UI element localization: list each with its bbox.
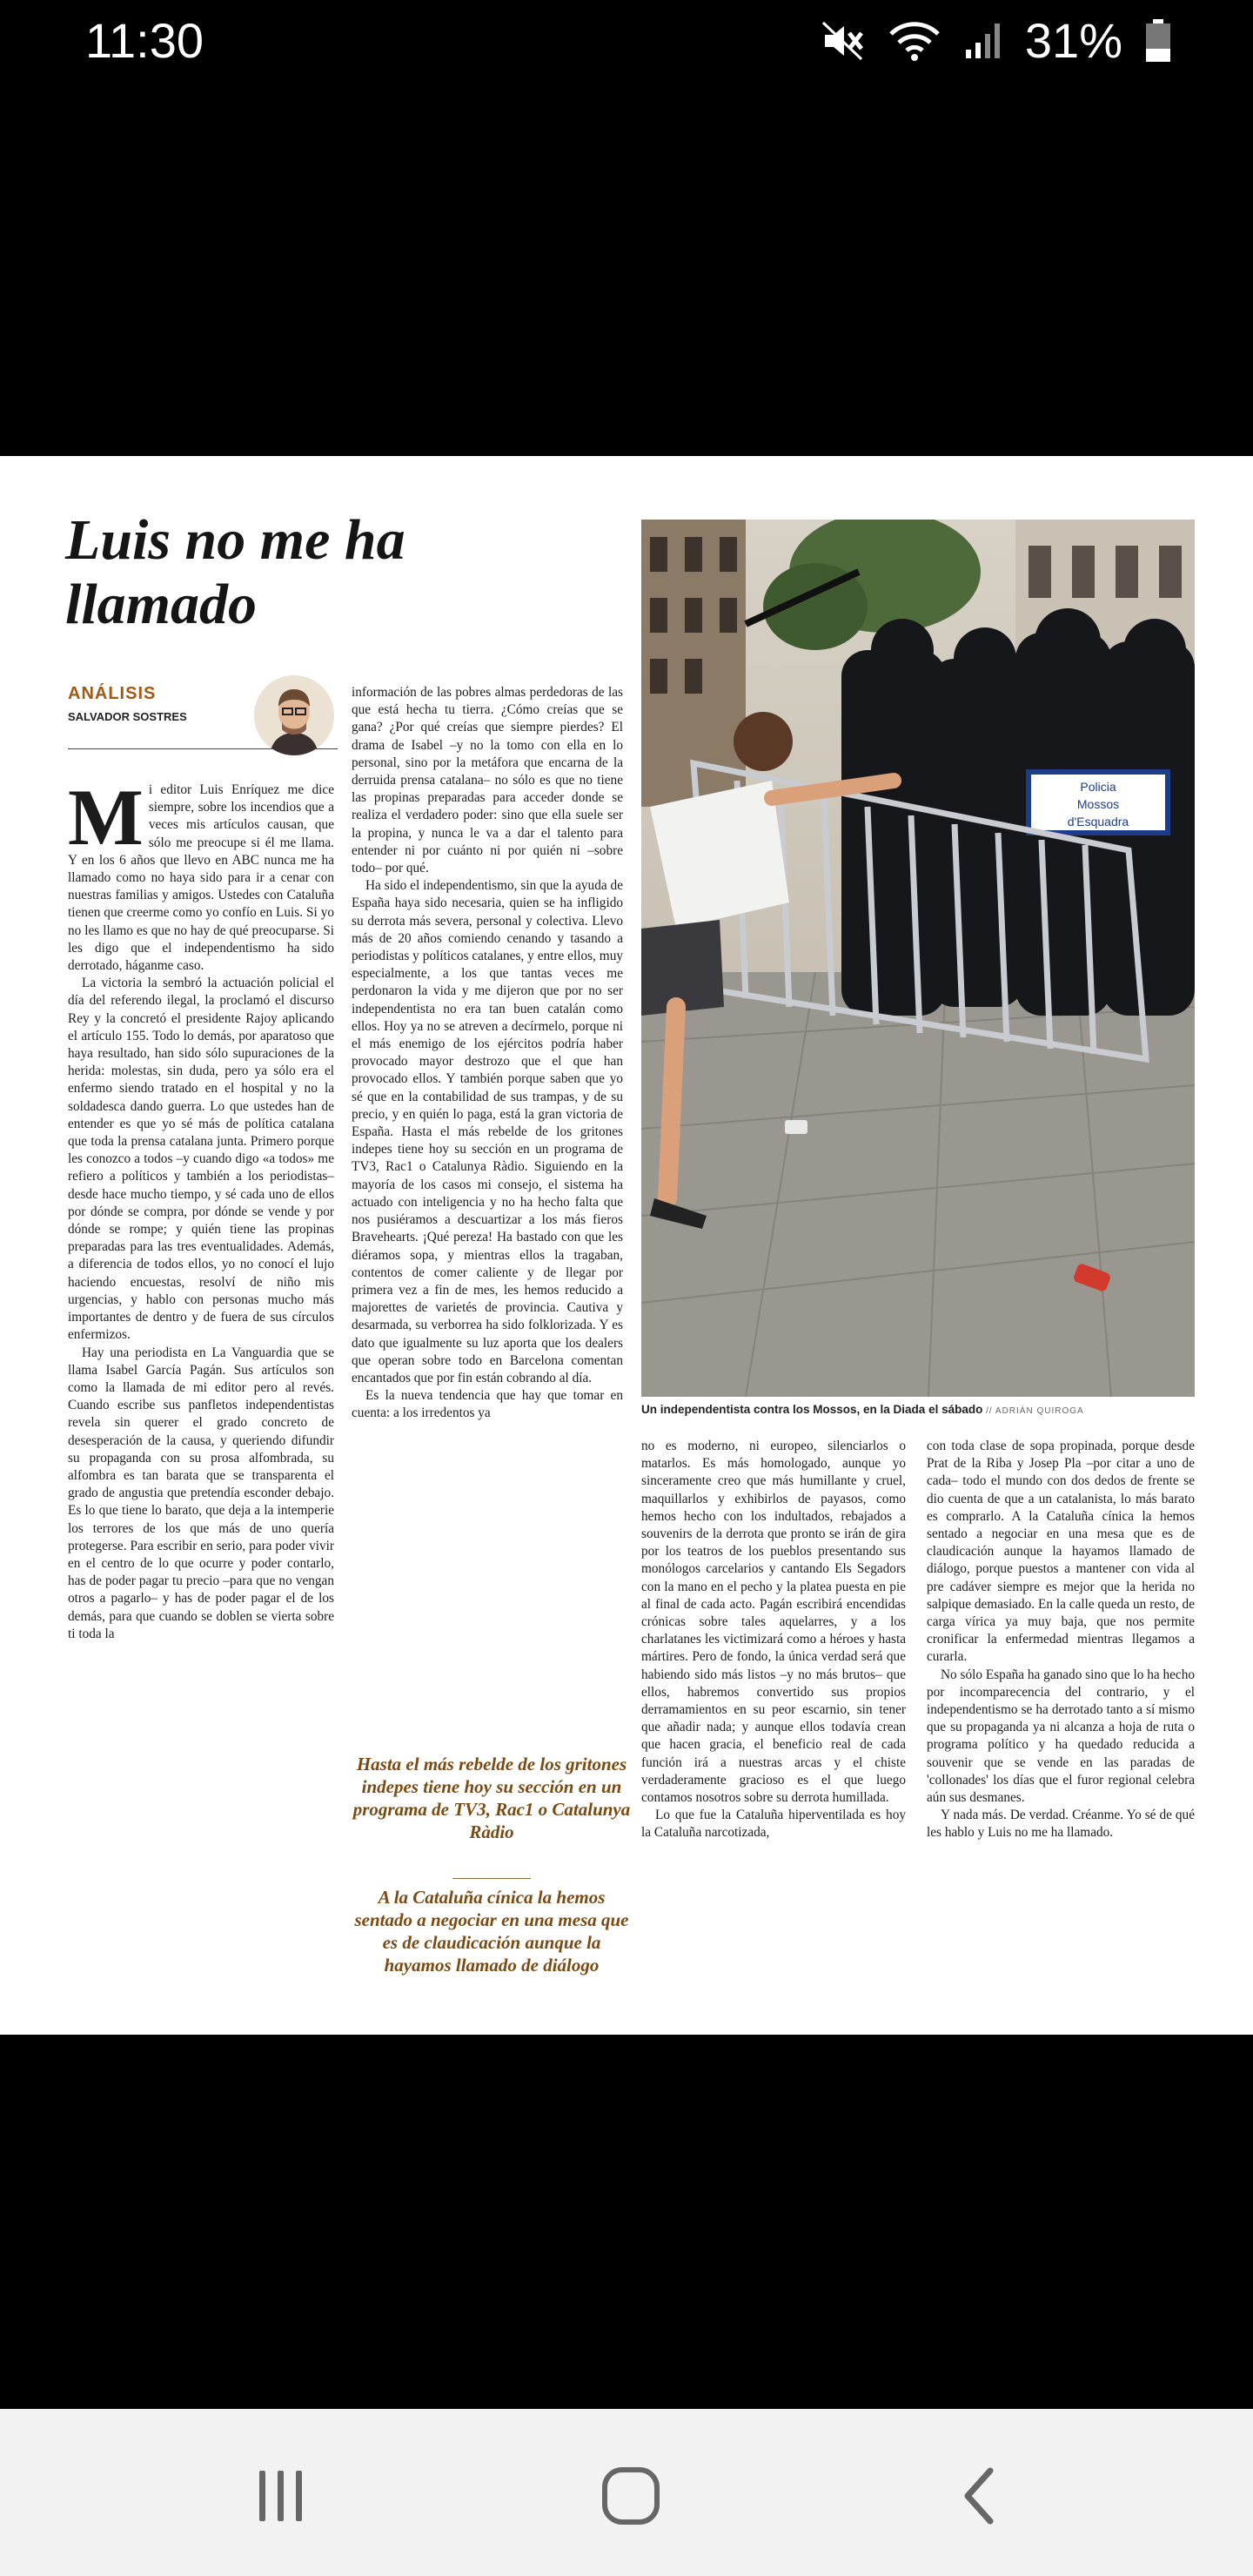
status-bar (0, 0, 1253, 87)
navigation-bar (0, 2409, 1253, 2576)
caption-text: Un independentista contra los Mossos, en la Diada el sábado (641, 1403, 983, 1416)
paragraph: información de las pobres almas perdedoras de las que está hecha tu tierra. ¿Cómo creías que se gana? ¿Por qué creías que siempre pierdes? El drama de Isabel –y no la tomo con ella en lo personal, sino por la metáfora que encarna de la derruida prensa catalana– no sólo es que no tiene las propinas preparadas para acceder donde se realiza el verdadero poder: sino que ella suele ser la propina, y nunca le va a dar el talento para entender ni por cuánto ni por quién ni –sobre todo– por qué. (352, 685, 623, 876)
wifi-icon (888, 20, 941, 62)
pull-quote-text: Hasta el más rebelde de los gritones indepes tiene hoy su sección en un programa de TV3, Rac1 o Catalunya Ràdio (352, 1754, 631, 1842)
battery-percent: 31% (1024, 13, 1122, 68)
police-shield-text: Policia (1080, 780, 1116, 794)
quote-divider (452, 1878, 531, 1879)
back-icon (955, 2465, 1008, 2526)
paragraph: Ha sido el independentismo, sin que la ayuda de España haya sido necesaria, quien se ha infligido su derrota más severa, personal y colectiva. Llevo más de 20 años comiendo cenando y tasando a periodistas y políticos catalanes, y entre ellos, muy especialmente, a los que tantas veces me perdonaron la vida y me dijeron que por no ser independentista no era tan buen catalán como ellos. Hoy ya no se atreven a decírmelo, porque ni el más enemigo de los ejércitos podría haber provocado mayor destrozo que el que han provocado ellos. Y también porque saben que yo sé que en la contabilidad de sus trampas, y de su precio, y en quién lo paga, está la gran victoria de España. Hasta el más rebelde de los gritones indepes tiene hoy su sección en un programa de TV3, Rac1 o Catalunya Ràdio. Siguiendo en la mayoría de los casos mi consejo, el sistema ha actuado con inteligencia y no ha hecho falta que nos pusiéramos a descuartizar a los más fieros Bravehearts. ¡Qué pereza! Ha bastado con que les diéramos sopa, y mientras ellos la tragaban, contentos de comer caliente y de llegar por primera vez a fin de mes, les hemos reducido a majorettes de varietés de provincia. Cautiva y desarmada, su verborrea ha sido folklorizada. Y es dato que igualmente su luz aporta que los dealers que operan sobre todo en Barcelona comentan encantados que por fin están cobrando al día. (352, 878, 623, 1385)
pull-quote-2 (348, 1878, 635, 1976)
status-icons (821, 12, 1171, 69)
author-avatar (254, 675, 334, 755)
paragraph: Es la nueva tendencia que hay que tomar en cuenta: a los irredentos ya (352, 1388, 623, 1421)
section-label: ANÁLISIS (68, 684, 157, 703)
newspaper-page[interactable] (0, 456, 1253, 2035)
police-shield-text: Mossos (1076, 797, 1120, 811)
paragraph: Y nada más. De verdad. Créanme. Yo sé de qué les hablo y Luis no me ha llamado. (927, 1808, 1195, 1841)
paragraph: Lo que fue la Cataluña hiperventilada es hoy la Cataluña narcotizada, (641, 1808, 906, 1841)
article-column-1 (68, 773, 334, 1643)
home-button[interactable] (587, 2452, 674, 2539)
paragraph: La victoria la sembró la actuación policial el día del referendo ilegal, la proclamó el discurso Rey y la concretó el presidente Rajoy aplicando el artículo 155. Todo lo demás, por aparatoso que haya resultado, han sido sólo supuraciones de la herida: molestas, sin duda, pero ya sólo era el enfermo siendo tratado en el hospital y no la soldadesca dando guerra. Lo que ustedes han de entender es que yo sé más de política catalana que toda la prensa catalana junta. Primero porque les conozco a todos –y cuando digo «a todos» me refiero a políticos y también a los periodistas– desde hace mucho tiempo, y sé cada uno de ellos por dónde se compra, por dónde se vende y por dónde se rompe; y quién tiene las propinas preparadas para las tres eventualidades. Además, a diferencia de todos ellos, yo no conocí el lujo haciendo encuestas, resolví de niño mis urgencias, y hablo con personas mucho más importantes de dentro y de fuera de sus círculos enfermizos. (68, 976, 334, 1343)
recent-apps-icon (251, 2465, 312, 2526)
article-column-2 (352, 684, 623, 1423)
signal-icon (964, 22, 1002, 60)
article-headline: Luis no me ha llamado (65, 508, 405, 636)
back-button[interactable] (938, 2452, 1025, 2539)
article-photo[interactable] (641, 520, 1195, 1397)
recent-apps-button[interactable] (238, 2452, 325, 2539)
paragraph: Hay una periodista en La Vanguardia que se llama Isabel García Pagán. Sus artículos son como la llamada de mi editor pero al revés. Cuando escribe sus panfletos independentistas revela sin querer el grado concreto de desesperación de la causa, y queriendo difundir su propaganda con su prosa alfombrada, su alfombra es tan barata que se transparenta el grado de angustia que pretendía esconder debajo. Es lo que tiene lo barato, que deja a la intemperie los terrores de los que más de uno quería protegerse. Para escribir en serio, para poder vivir en el centro de lo que ocurre y poder contarlo, has de poder pagar tu precio –para que no vengan otros a pagarlo– y has de poder pagar el de los demás, para que cuando se doblen se vierta sobre ti toda la (68, 1345, 334, 1641)
paragraph: no es moderno, ni europeo, silenciarlos o matarlos. Es más homologado, aunque yo sinceramente creo que más humillante y cruel, maquillarlos y exhibirlos de payasos, como hemos hecho con los indultados, rebajados a souvenirs de la derrota que pronto se irán de gira por los teatros de los pueblos presentando sus monólogos carcelarios y cantando Els Segadors con la mano en el pecho y la platea puesta en pie al final de cada acto. Pagán escribirá encendidas crónicas sobre tales aquelarres, y a los charlatanes les victimizará como a héroes y hasta mártires. Pero de fondo, la única verdad será que habiendo sido más listos –y no más brutos– que ellos, habremos convertido sus propios derramamientos en su peor escarnio, sin tener que añadir nada; y aunque ellos todavía crean que hacen gracia, el beneficio real de cada función irá a nuestras arcas y el chiste verdaderamente gracioso es el que luego contamos nosotros sobre su derrota humillada. (641, 1439, 906, 1806)
paragraph: i editor Luis Enríquez me dice siempre, sobre los incendios que a veces mis artículos causan, que sólo me preocupe si él me llama. Y en los 6 años que llevo en ABC nunca me ha llamado como no haya sido para ir a cenar con nuestras familias y amigos. Ustedes con Cataluña tienen que creerme como yo confío en Luis. Si yo no les llamo es que no hay de qué preocuparse. Si les digo que el independentismo ha sido derrotado, háganme caso. (68, 782, 334, 974)
pull-quote-1 (348, 1753, 635, 1843)
battery-icon (1145, 19, 1171, 63)
article-column-4 (927, 1438, 1195, 1842)
paragraph: No sólo España ha ganado sino que lo ha hecho por incomparecencia del contrario, y el independentismo se ha derrotado tanto a sí mismo que su propaganda ya ni alcanza a hoja de ruta o programa político y ha quedado reducida a souvenir que se vende en las paradas de 'collonades' los días que el furor regional celebra aún sus desmanes. (927, 1667, 1195, 1806)
photo-credit: // ADRIÁN QUIROGA (986, 1406, 1084, 1416)
mute-icon (821, 21, 865, 61)
drop-cap: M (68, 773, 144, 862)
photo-caption (641, 1403, 1198, 1416)
author-name: SALVADOR SOSTRES (68, 710, 187, 723)
status-time: 11:30 (85, 13, 204, 68)
police-shield-text: d'Esquadra (1067, 815, 1129, 828)
paragraph: con toda clase de sopa propinada, porque desde Prat de la Riba y Josep Pla –por citar a uno de cada– todo el mundo con dos dedos de frente se dio cuenta de que a un catalanista, lo más barato es comprarlo. A la Cataluña cínica la hemos sentado a negociar en una mesa que es de claudicación aunque la hayamos llamado de diálogo, porque puestos a mantener con vida al pre cadáver siempre es mejor que la herida no salpique demasiado. En la calle queda un resto, de carga vírica ya muy baja, que nos permite cronificar la enfermedad mientras llegamos a curarla. (927, 1439, 1195, 1665)
article-column-3 (641, 1438, 906, 1842)
home-icon (598, 2463, 664, 2529)
pull-quote-text: A la Cataluña cínica la hemos sentado a negociar en una mesa que es de claudicación aunque la hayamos llamado de diálogo (354, 1887, 629, 1976)
